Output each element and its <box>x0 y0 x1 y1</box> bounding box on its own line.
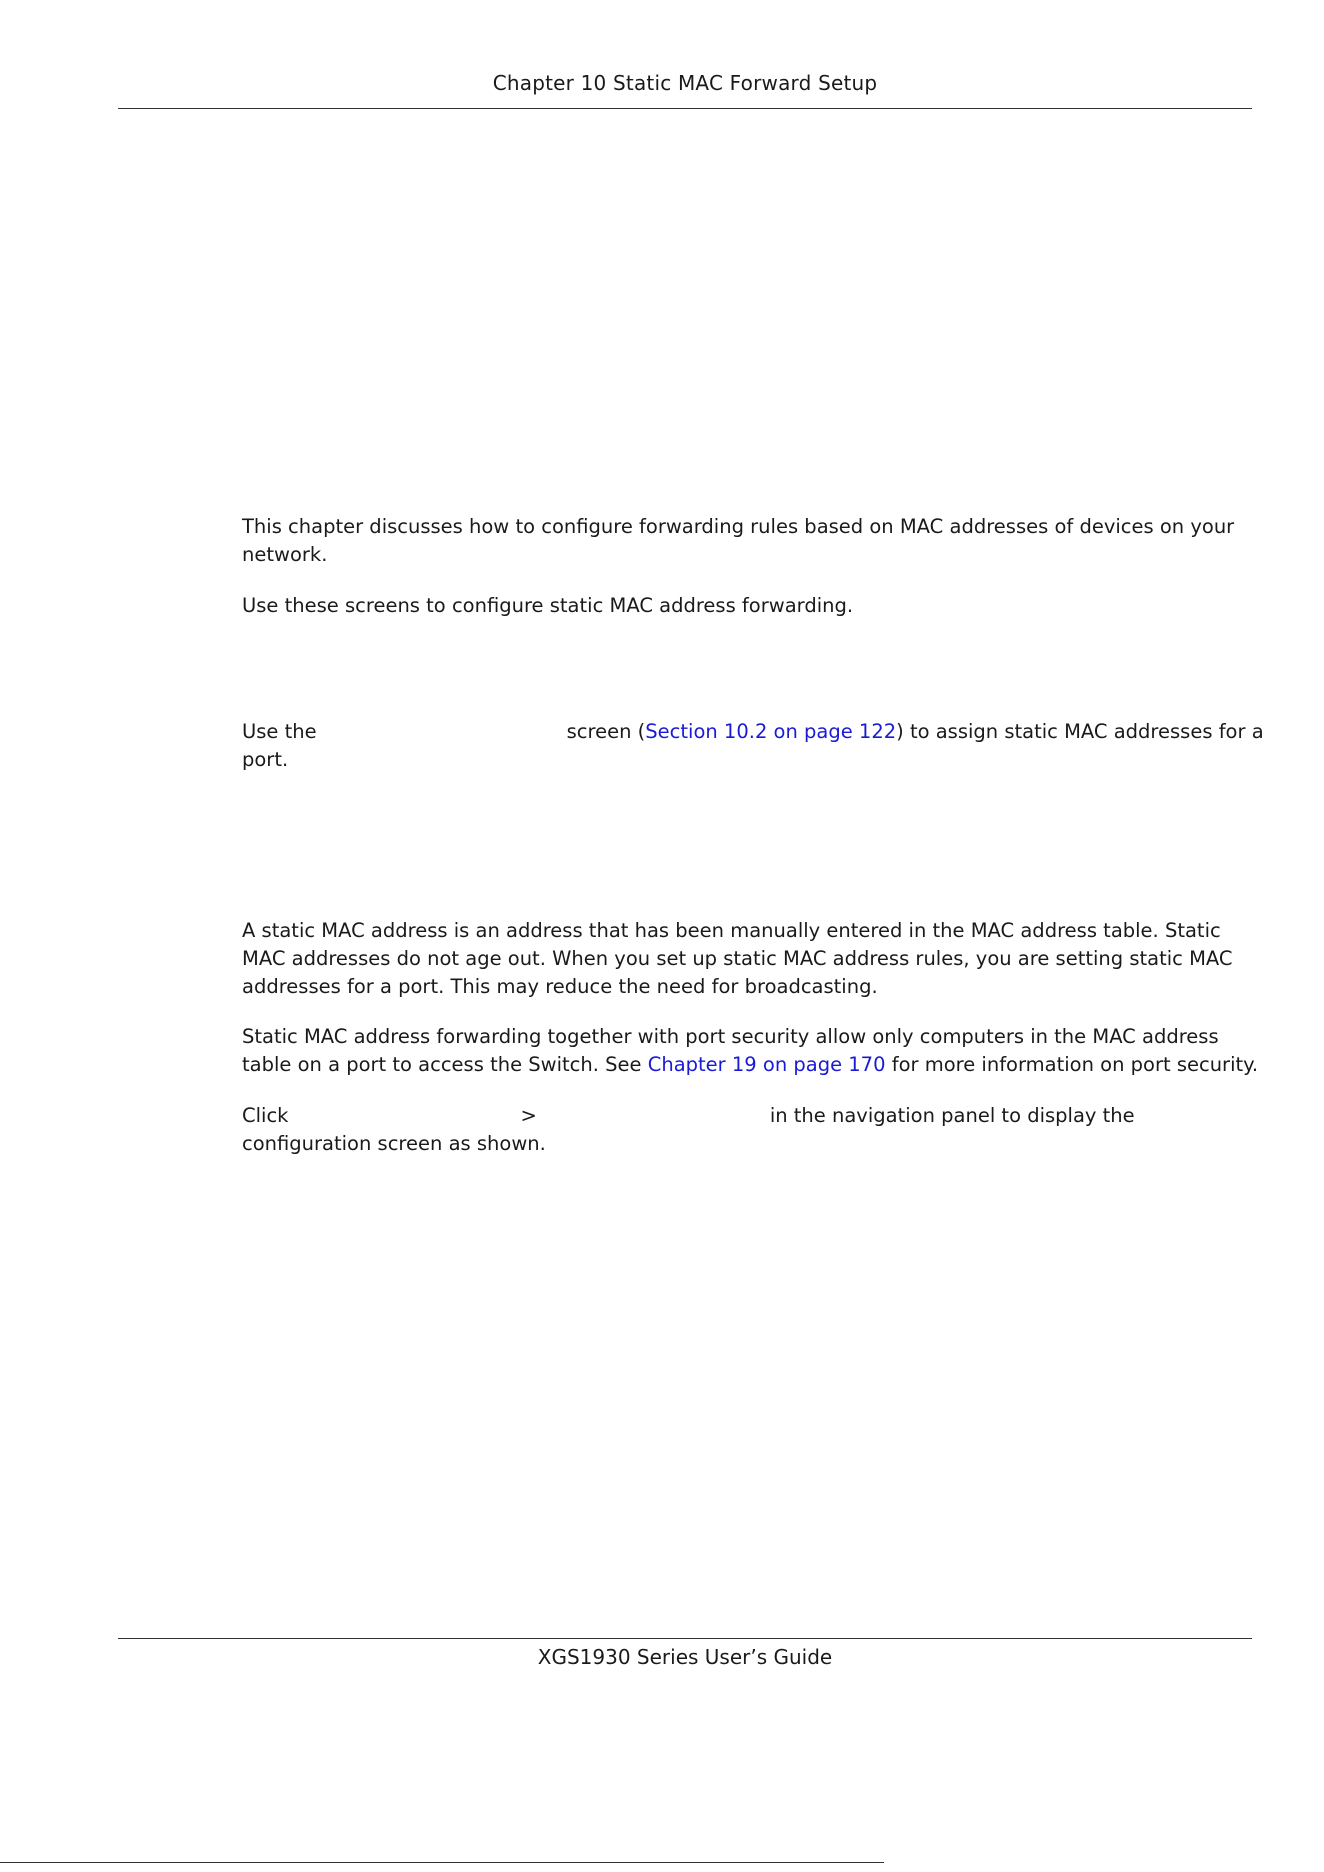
bottom-rule <box>0 1862 884 1863</box>
security-line-2-suffix: for more information on port security. <box>885 1053 1259 1076</box>
screen-reference-middle: screen ( <box>566 720 646 743</box>
navigation-line-1 <box>242 1102 1252 1130</box>
screen-reference-line-1 <box>242 718 1264 746</box>
static-mac-paragraph <box>242 917 1252 1001</box>
security-paragraph <box>242 1023 1259 1079</box>
static-mac-line-1: A static MAC address is an address that has been manually entered in the MAC address table. Static <box>242 919 1221 942</box>
overview-paragraph <box>242 513 1252 569</box>
navigation-prefix: Click <box>242 1104 289 1127</box>
page-footer <box>118 1638 1252 1671</box>
screen-reference-line-2: port. <box>242 748 289 771</box>
section-link[interactable]: Section 10.2 on page 122 <box>645 720 897 743</box>
usage-paragraph <box>242 592 1252 620</box>
page-header <box>118 70 1252 109</box>
security-line-2-prefix: table on a port to access the Switch. See <box>242 1053 648 1076</box>
chapter-title: Chapter 10 Static MAC Forward Setup <box>492 71 878 95</box>
screen-reference-paragraph <box>242 718 1264 774</box>
navigation-line-2: configuration screen as shown. <box>242 1132 546 1155</box>
navigation-paragraph <box>242 1102 1252 1158</box>
navigation-suffix: in the navigation panel to display the <box>769 1104 1135 1127</box>
guide-title: XGS1930 Series User’s Guide <box>537 1645 833 1669</box>
chapter-link[interactable]: Chapter 19 on page 170 <box>647 1053 886 1076</box>
screen-reference-prefix: Use the <box>242 720 317 743</box>
navigation-separator: > <box>520 1104 537 1127</box>
static-mac-line-3: addresses for a port. This may reduce the need for broadcasting. <box>242 975 878 998</box>
static-mac-line-2: MAC addresses do not age out. When you set up static MAC address rules, you are setting static MAC <box>242 947 1233 970</box>
security-line-1: Static MAC address forwarding together with port security allow only computers in the MAC address <box>242 1025 1219 1048</box>
screen-reference-suffix: ) to assign static MAC addresses for a <box>896 720 1264 743</box>
usage-line: Use these screens to configure static MAC address forwarding. <box>242 594 854 617</box>
overview-line-1: This chapter discusses how to configure forwarding rules based on MAC addresses of devices on your <box>242 515 1235 538</box>
security-line-2 <box>242 1051 1259 1079</box>
overview-line-2: network. <box>242 543 328 566</box>
